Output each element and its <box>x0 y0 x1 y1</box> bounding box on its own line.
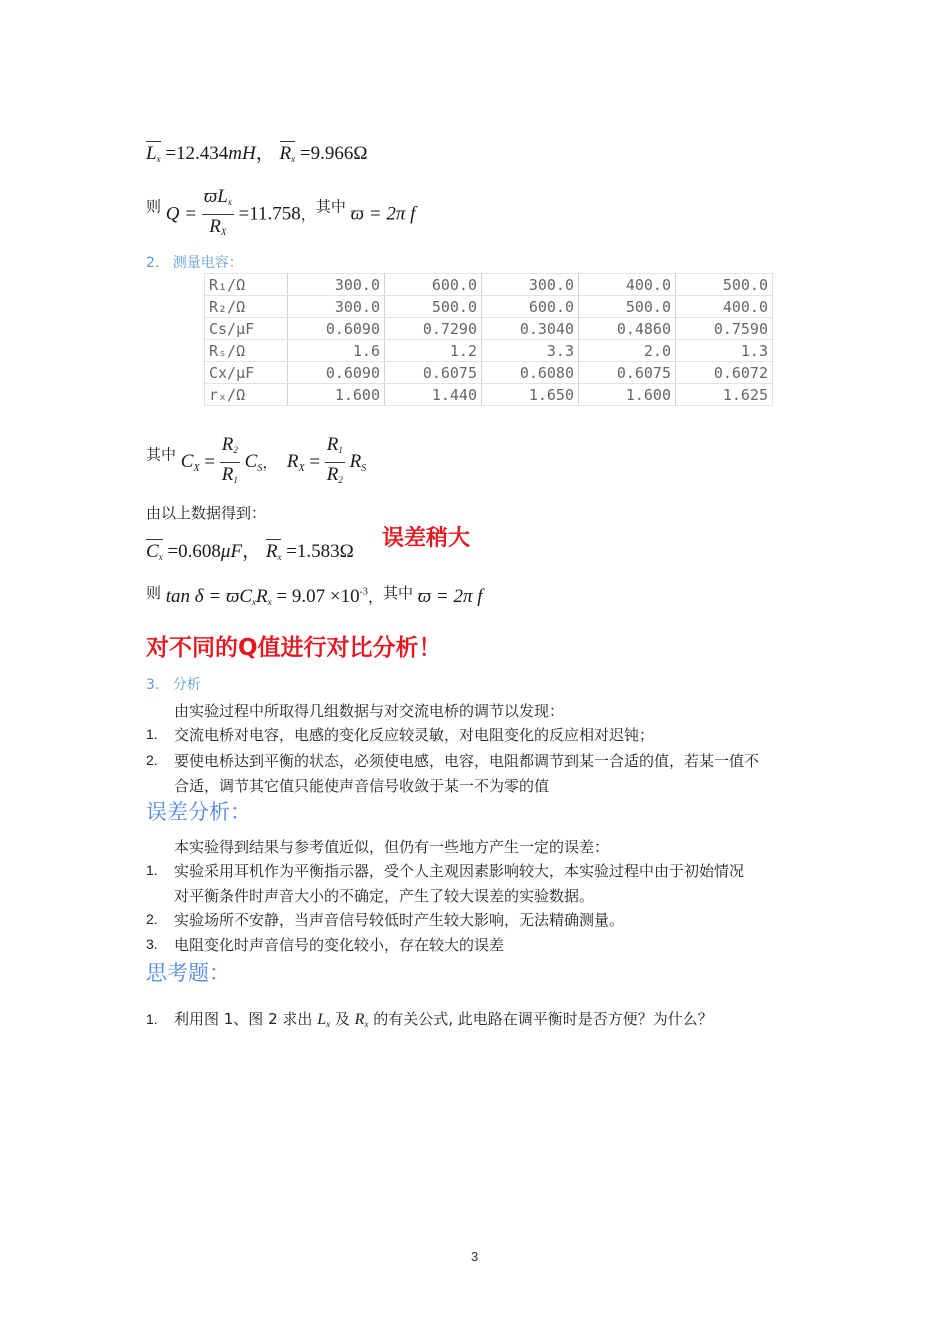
table-cell: 1.2 <box>385 340 482 362</box>
table-cell: 0.7290 <box>385 318 482 340</box>
table-row <box>205 318 773 340</box>
analysis-section-heading: 3. 分析 <box>146 677 201 693</box>
row-label: Rₛ/Ω <box>205 340 288 362</box>
inductance-result-line: $L_x =12.434mH$， $R_x =9.966\Omega$ <box>146 142 368 164</box>
table-row <box>205 384 773 406</box>
error-item-3: 电阻变化时声音信号的变化较小，存在较大的误差 <box>174 936 505 954</box>
row-label: Cx/μF <box>205 362 288 384</box>
rx-mean-symbol: $R_x$ <box>279 143 296 164</box>
table-row <box>205 296 773 318</box>
derived-text: 由以上数据得到： <box>146 504 267 522</box>
table-cell: 500.0 <box>385 296 482 318</box>
table-cell: 0.3040 <box>482 318 579 340</box>
table-cell: 0.6080 <box>482 362 579 384</box>
table-row <box>205 274 773 296</box>
analysis-item-1: 交流电桥对电容，电感的变化反应较灵敏，对电阻变化的反应相对迟钝； <box>174 726 655 744</box>
table-row <box>205 362 773 384</box>
table-cell: 0.6072 <box>676 362 773 384</box>
table-cell: 0.6090 <box>288 318 385 340</box>
lx-mean-symbol: $L_x$ <box>146 143 161 164</box>
lx-unit: mH <box>228 143 256 164</box>
cx-fraction: $\frac{R_2}{R_1}$ <box>221 434 238 485</box>
rx-mean-value: =9.966Ω <box>299 143 368 164</box>
table-cell: 1.600 <box>288 384 385 406</box>
row-label: R₁/Ω <box>205 274 288 296</box>
row-label: R₂/Ω <box>205 296 288 318</box>
question-1: 利用图 1、图 2 求出 $L_x$ 及 $R_x$ 的有关公式, 此电路在调平衡时是否方便？为什么？ <box>174 1010 713 1029</box>
table-cell: 0.6075 <box>385 362 482 384</box>
capacitance-data-table <box>204 273 773 406</box>
capacitance-section-heading: 2. 测量电容： <box>146 255 243 271</box>
omega-definition: ϖ = 2π f <box>350 203 416 225</box>
error-analysis-heading: 误差分析： <box>146 800 251 824</box>
analysis-intro: 由实验过程中所取得几组数据与对交流电桥的调节以发现： <box>174 702 565 720</box>
table-cell: 1.6 <box>288 340 385 362</box>
table-cell: 300.0 <box>288 274 385 296</box>
table-cell: 600.0 <box>385 274 482 296</box>
q-value: =11.758 <box>238 203 301 225</box>
error-item-1: 实验采用耳机作为平衡指示器，受个人主观因素影响较大，本实验过程中由于初始情况 <box>174 862 745 880</box>
lx-mean-value: =12.434 <box>165 143 229 164</box>
table-cell: 1.625 <box>676 384 773 406</box>
error-note: 误差稍大 <box>382 526 471 551</box>
table-cell: 1.650 <box>482 384 579 406</box>
table-cell: 1.3 <box>676 340 773 362</box>
table-cell: 3.3 <box>482 340 579 362</box>
table-row <box>205 340 773 362</box>
comparison-heading: 对不同的Q值进行对比分析！ <box>146 635 442 661</box>
q-fraction: $\frac{ϖL_x}{R_X}$ <box>203 186 232 237</box>
table-cell: 400.0 <box>579 274 676 296</box>
table-cell: 600.0 <box>482 296 579 318</box>
table-cell: 2.0 <box>579 340 676 362</box>
error-item-1-cont: 对平衡条件时声音大小的不确定，产生了较大误差的实验数据。 <box>174 887 595 905</box>
table-cell: 0.7590 <box>676 318 773 340</box>
table-cell: 1.600 <box>579 384 676 406</box>
table-cell: 500.0 <box>676 274 773 296</box>
questions-heading: 思考题： <box>146 961 230 985</box>
error-item-2: 实验场所不安静，当声音信号较低时产生较大影响，无法精确测量。 <box>174 911 625 929</box>
capacitance-formula: $^{其中}$ $C_X$ = $\frac{R_2}{R_1}$ $C_S$， $R_X$ = $\frac{R_1}{R_2}$ $R_S$ <box>146 434 366 492</box>
analysis-item-2: 要使电桥达到平衡的状态，必须使电感，电容，电阻都调节到某一合适的值，若某一值不 <box>174 752 760 770</box>
table-cell: 300.0 <box>482 274 579 296</box>
table-cell: 1.440 <box>385 384 482 406</box>
page-number: 3 <box>471 1249 479 1264</box>
table-cell: 400.0 <box>676 296 773 318</box>
table-cell: 0.6075 <box>579 362 676 384</box>
analysis-item-2-cont: 合适，调节其它值只能使声音信号收敛于某一不为零的值 <box>174 777 550 795</box>
table-cell: 0.4860 <box>579 318 676 340</box>
error-intro: 本实验得到结果与参考值近似，但仍有一些地方产生一定的误差： <box>174 838 610 856</box>
row-label: Cs/μF <box>205 318 288 340</box>
table-cell: 0.6090 <box>288 362 385 384</box>
table-cell: 500.0 <box>579 296 676 318</box>
rx-fraction: $\frac{R_1}{R_2}$ <box>326 434 343 485</box>
row-label: rₓ/Ω <box>205 384 288 406</box>
capacitance-result-line: $C_x =0.608\mu F$， $R_x =1.583\Omega$ <box>146 540 354 562</box>
q-factor-formula: $^则$ Q = $\frac{ϖL_x}{R_X}$ =11.758，$^{其中}$ ϖ = 2π f <box>146 186 415 244</box>
tan-delta-formula: $^则$ $\tan \delta = ϖC_xR_x = 9.07 \times 10^{-3}$，$^{其中}$ ϖ = 2π f <box>146 584 483 607</box>
table-cell: 300.0 <box>288 296 385 318</box>
